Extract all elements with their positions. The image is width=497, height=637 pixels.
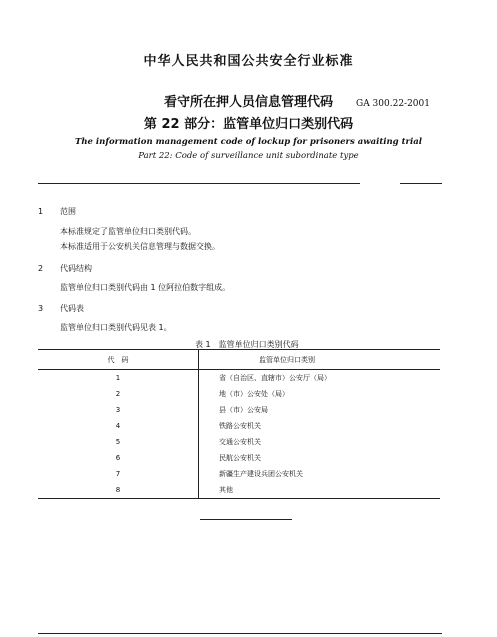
- section-2-number: 2: [38, 264, 44, 273]
- table-row: [38, 466, 440, 482]
- name-cell: 民航公安机关: [219, 454, 261, 462]
- table-row: [38, 482, 440, 499]
- section-1-line-1: 本标准规定了监管单位归口类别代码。: [60, 227, 196, 236]
- section-2-line-1: 监管单位归口类别代码由 1 位阿拉伯数字组成。: [60, 283, 231, 292]
- table-row: [38, 402, 440, 418]
- code-cell: 5: [38, 434, 199, 450]
- table-row: [38, 418, 440, 434]
- standard-category-heading: 中华人民共和国公共安全行业标准: [143, 54, 354, 69]
- document-title-line-2: 第 22 部分：监管单位归口类别代码: [143, 117, 354, 132]
- name-cell: 铁路公安机关: [219, 422, 261, 430]
- table-row: [38, 450, 440, 466]
- code-cell: 7: [38, 466, 199, 482]
- name-cell: 地（市）公安处（局）: [219, 390, 289, 398]
- table-row: [38, 370, 440, 387]
- code-cell: 6: [38, 450, 199, 466]
- code-cell: 3: [38, 402, 199, 418]
- section-3-heading: [38, 303, 84, 314]
- code-cell: 4: [38, 418, 199, 434]
- column-header-name: 监管单位归口类别: [259, 355, 315, 364]
- table-row: [38, 386, 440, 402]
- section-3-line-1: 监管单位归口类别代码见表 1。: [60, 323, 172, 332]
- code-table: [38, 349, 440, 499]
- section-2-heading: [38, 263, 92, 274]
- table-row: [38, 434, 440, 450]
- page-bottom-rule: [38, 633, 442, 634]
- name-cell: 其他: [219, 486, 233, 494]
- code-cell: 2: [38, 386, 199, 402]
- title-divider-right: [400, 183, 442, 184]
- name-cell: 新疆生产建设兵团公安机关: [219, 470, 303, 478]
- column-header-code: 代 码: [38, 350, 199, 370]
- section-1-heading: [38, 206, 76, 217]
- end-of-standard-rule: [200, 519, 292, 520]
- name-cell: 县（市）公安局: [219, 406, 268, 414]
- table-caption: 表 1 监管单位归口类别代码: [195, 340, 299, 349]
- section-2-title: 代码结构: [60, 264, 92, 273]
- code-cell: 1: [38, 370, 199, 387]
- section-1-title: 范围: [60, 207, 76, 216]
- section-1-line-2: 本标准适用于公安机关信息管理与数据交换。: [60, 242, 220, 251]
- table-header-row: [38, 350, 440, 370]
- english-title-line-1: The information management code of lockup for prisoners awaiting trial: [75, 137, 422, 147]
- document-title-line-1: 看守所在押人员信息管理代码: [163, 95, 333, 110]
- code-cell: 8: [38, 482, 199, 499]
- section-1-number: 1: [38, 207, 44, 216]
- section-3-number: 3: [38, 304, 44, 313]
- standard-code: GA 300.22-2001: [356, 99, 430, 109]
- section-3-title: 代码表: [60, 304, 84, 313]
- name-cell: 交通公安机关: [219, 438, 261, 446]
- name-cell: 省（自治区、直辖市）公安厅（局）: [219, 374, 331, 382]
- title-divider-left: [38, 183, 360, 184]
- english-title-line-2: Part 22: Code of surveillance unit subordinate type: [138, 151, 359, 161]
